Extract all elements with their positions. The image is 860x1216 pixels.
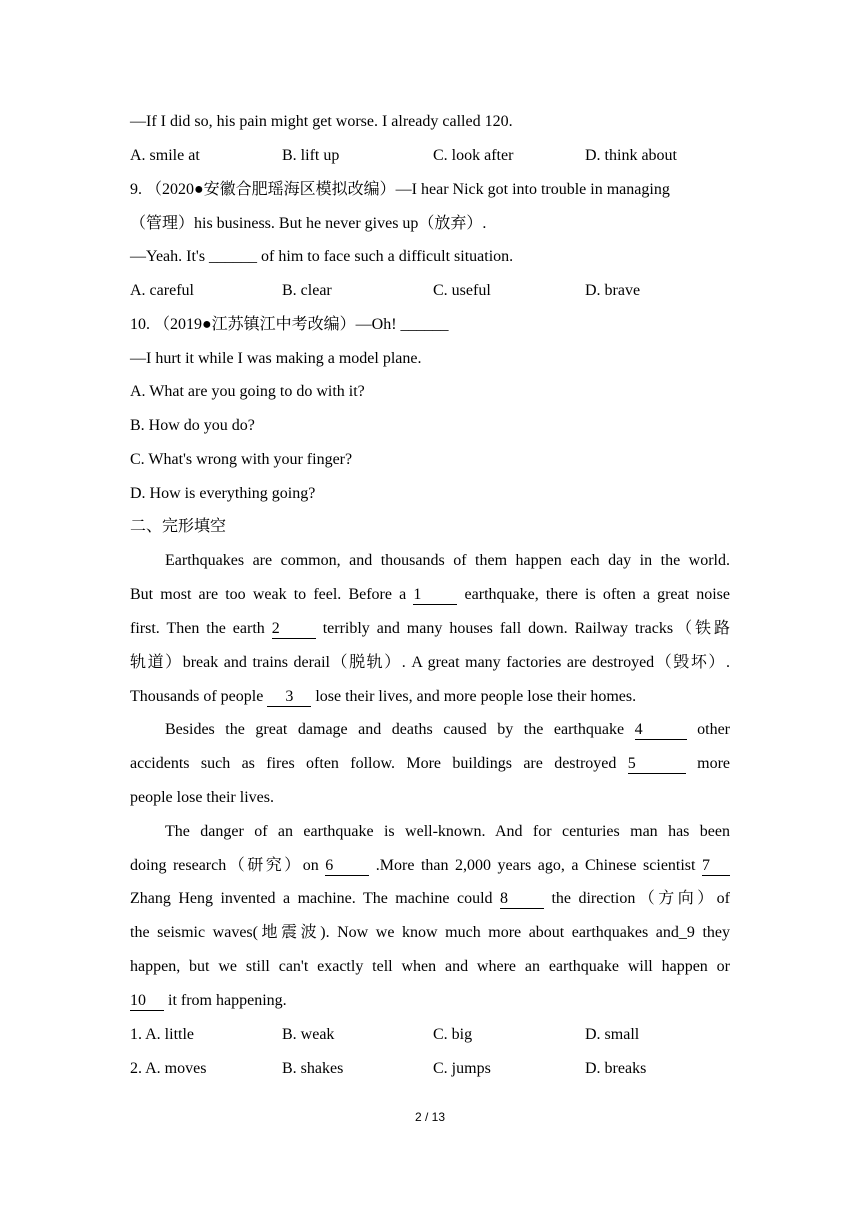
- passage-p2-line-1: [165, 720, 730, 740]
- passage-p3-line-6: [130, 991, 730, 1011]
- text-run: .More than 2,000 years ago, a Chinese scientist: [369, 857, 702, 874]
- cloze-q2-option-b: B. shakes: [282, 1060, 344, 1077]
- q9-answer-line: [130, 247, 730, 267]
- cloze-question-1: [130, 1025, 730, 1045]
- text-run: Besides the great damage and deaths caused by the earthquake: [165, 721, 635, 738]
- cloze-blank-7: 7: [702, 857, 730, 876]
- cloze-q1-option-a: 1. A. little: [130, 1026, 194, 1043]
- text-run: accidents such as fires often follow. More buildings are destroyed: [130, 755, 628, 772]
- passage-p3-line-2: [130, 856, 730, 876]
- passage-p2-line-3: people lose their lives.: [130, 789, 274, 806]
- text-run: first. Then the earth: [130, 620, 272, 637]
- passage-p3-line-1: The danger of an earthquake is well-known. And for centuries man has been: [165, 823, 730, 840]
- q8-option-c: C. look after: [433, 147, 514, 164]
- q10-question-line-1: 10. （2019●江苏镇江中考改编）—Oh! ______: [130, 316, 449, 333]
- q10-answer-line: —I hurt it while I was making a model plane.: [130, 350, 422, 367]
- passage-p1-line-3: [130, 619, 730, 639]
- text-run: terribly and many houses fall down. Railway tracks（铁路: [315, 620, 730, 637]
- text-run: But most are too weak to feel. Before a: [130, 586, 414, 603]
- q10-option-b: B. How do you do?: [130, 417, 255, 434]
- passage-p3-line-4: the seismic waves(地震波). Now we know much more about earthquakes and_9 they: [130, 924, 730, 941]
- q8-option-a: A. smile at: [130, 147, 200, 164]
- passage-p3-line-5: happen, but we still can't exactly tell when and where an earthquake will happen or: [130, 958, 730, 975]
- q10-option-d: D. How is everything going?: [130, 485, 316, 502]
- cloze-q1-option-b: B. weak: [282, 1026, 335, 1043]
- passage-p3-line-3: [130, 889, 730, 909]
- q9-option-c: C. useful: [433, 282, 491, 299]
- text-run: earthquake, there is often a great noise: [457, 586, 730, 603]
- text-run: it from happening.: [164, 992, 287, 1009]
- passage-p1-line-4: 轨道）break and trains derail（脱轨）. A great many factories are destroyed（毁坏）.: [130, 654, 730, 671]
- cloze-blank-3: 3: [267, 688, 311, 707]
- text-run: doing research（研究）on: [130, 857, 326, 874]
- page-number: 2 / 13: [414, 1110, 446, 1124]
- text-run: lose their lives, and more people lose their homes.: [311, 688, 637, 705]
- q10-option-c: C. What's wrong with your finger?: [130, 451, 353, 468]
- q9-options: [130, 281, 730, 301]
- q9-question-line-2: （管理）his business. But he never gives up（放弃）.: [130, 215, 487, 232]
- passage-p1-line-1: Earthquakes are common, and thousands of them happen each day in the world.: [165, 552, 730, 569]
- q8-option-d: D. think about: [585, 147, 677, 164]
- q8-option-b: B. lift up: [282, 147, 340, 164]
- cloze-blank-1: 1: [413, 586, 457, 605]
- text-run: other: [686, 721, 730, 738]
- cloze-blank-8: 8: [500, 890, 544, 909]
- text-run: Thousands of people: [130, 688, 268, 705]
- passage-p1-line-5: [130, 687, 730, 707]
- q8-answer-line: —If I did so, his pain might get worse. I already called 120.: [130, 113, 513, 130]
- cloze-q1-option-c: C. big: [433, 1026, 473, 1043]
- cloze-blank-5: 5: [628, 755, 686, 774]
- q8-options: [130, 146, 730, 166]
- cloze-blank-4: 4: [635, 721, 687, 740]
- cloze-q2-option-a: 2. A. moves: [130, 1060, 207, 1077]
- q9-question-line-1: 9. （2020●安徽合肥瑶海区模拟改编）—I hear Nick got into trouble in managing: [130, 181, 670, 198]
- cloze-q2-option-c: C. jumps: [433, 1060, 491, 1077]
- q10-option-a: A. What are you going to do with it?: [130, 383, 365, 400]
- text-run: the direction（方向）of: [543, 890, 730, 907]
- cloze-blank-2: 2: [272, 620, 316, 639]
- q9-option-a: A. careful: [130, 282, 194, 299]
- q9-blank: ______: [209, 248, 258, 265]
- text-run: more: [685, 755, 730, 772]
- cloze-question-2: [130, 1059, 730, 1079]
- cloze-q2-option-d: D. breaks: [585, 1060, 647, 1077]
- cloze-blank-6: 6: [325, 857, 369, 876]
- q9-answer-prefix: —Yeah. It's: [130, 248, 210, 265]
- passage-p1-line-2: [130, 585, 730, 605]
- q9-option-b: B. clear: [282, 282, 332, 299]
- cloze-blank-10: 10: [130, 992, 164, 1011]
- q9-option-d: D. brave: [585, 282, 641, 299]
- text-run: Zhang Heng invented a machine. The machine could: [130, 890, 500, 907]
- section-title: 二、完形填空: [130, 518, 227, 535]
- cloze-q1-option-d: D. small: [585, 1026, 640, 1043]
- passage-p2-line-2: [130, 754, 730, 774]
- q9-answer-suffix: of him to face such a difficult situation.: [257, 248, 514, 265]
